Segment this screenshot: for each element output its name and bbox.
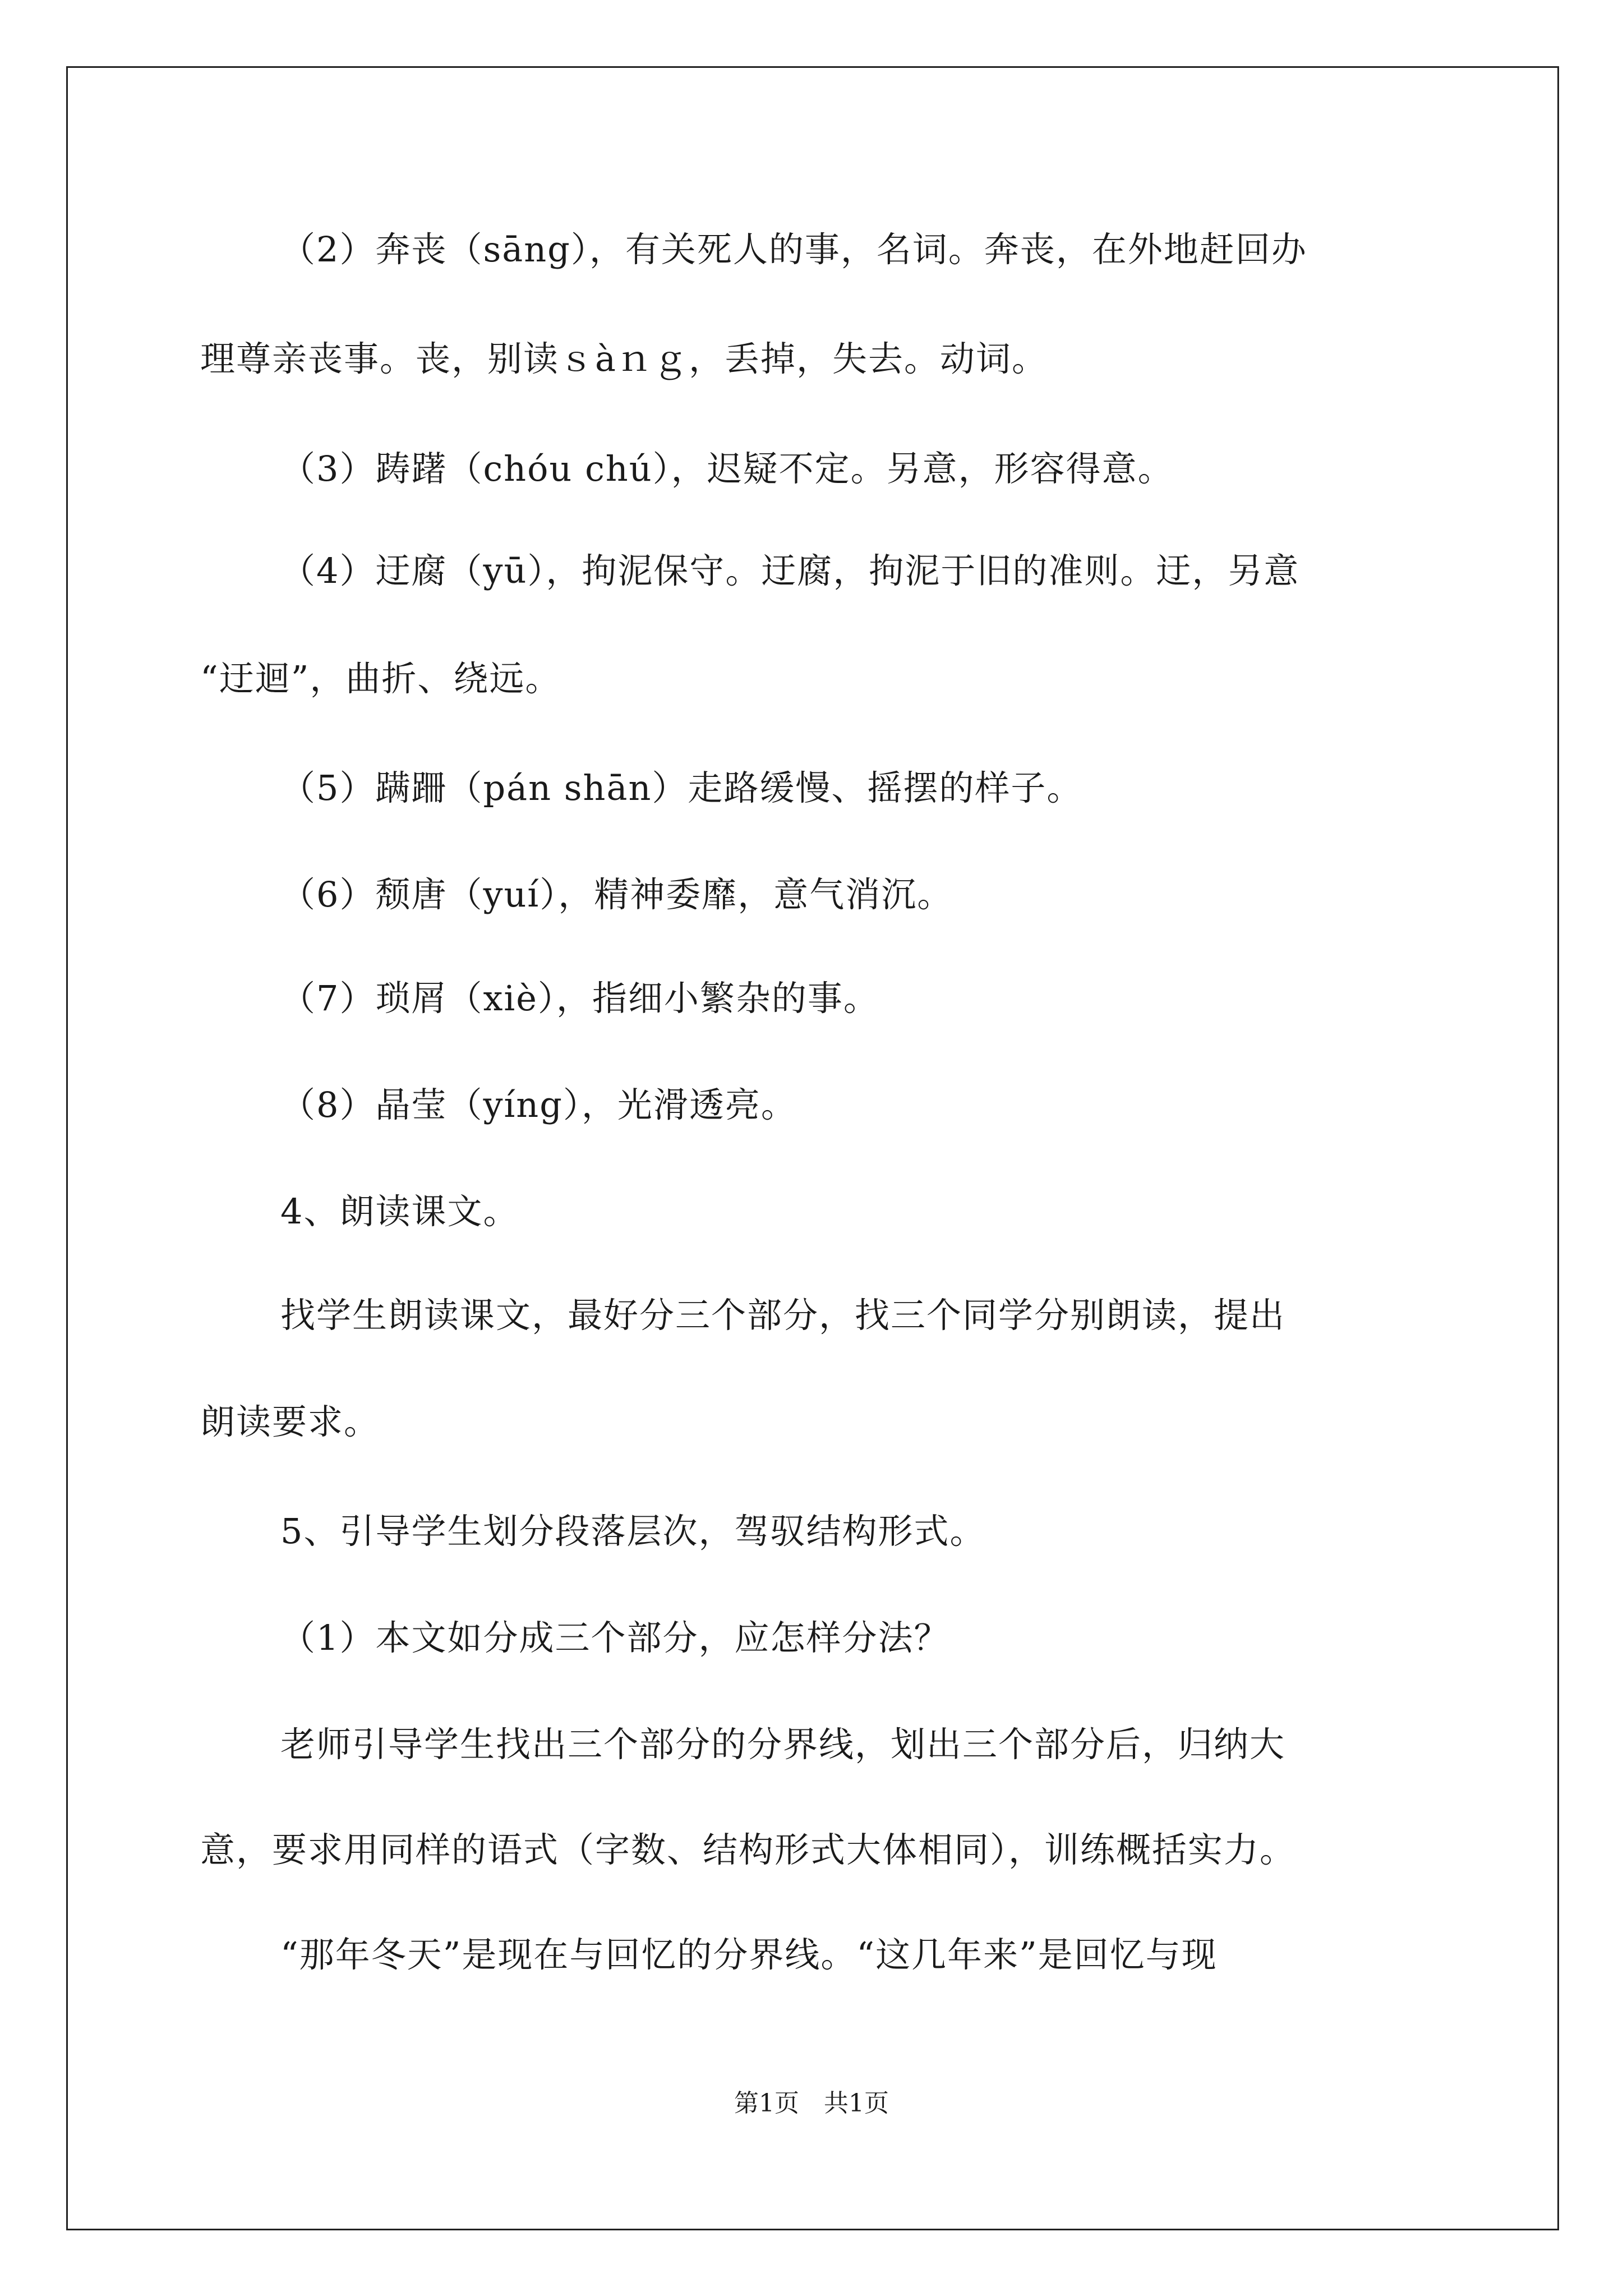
- text-line: 意，要求用同样的语式（字数、结构形式大体相同），训练概括实力。: [200, 1829, 1296, 1870]
- text-line: 找学生朗读课文，最好分三个部分，找三个同学分别朗读，提出: [280, 1295, 1286, 1336]
- text-line: 4、朗读课文。: [280, 1191, 519, 1232]
- text-line: （7）琐屑（xiè），指细小繁杂的事。: [280, 978, 879, 1019]
- text-line: （2）奔丧（sāng），有关死人的事，名词。奔丧，在外地赶回办: [280, 229, 1307, 270]
- text-line: （1）本文如分成三个部分，应怎样分法？: [280, 1617, 950, 1658]
- text-line: “那年冬天”是现在与回忆的分界线。“这几年来”是回忆与现: [280, 1934, 1218, 1975]
- text-line: 理尊亲丧事。丧，别读ｓàｎｇ，丢掉，失去。动词。: [200, 338, 1048, 379]
- text-line: 5、引导学生划分段落层次，驾驭结构形式。: [280, 1511, 986, 1552]
- page-border: [66, 66, 1559, 2230]
- text-line: （5）蹒跚（pán shān）走路缓慢、摇摆的样子。: [280, 767, 1083, 808]
- text-line: （3）踌躇（chóu chú），迟疑不定。另意，形容得意。: [280, 448, 1174, 489]
- text-line: （6）颓唐（yuí），精神委靡，意气消沉。: [280, 874, 953, 915]
- text-line: （8）晶莹（yíng），光滑透亮。: [280, 1084, 797, 1125]
- text-line: “迂迴”，曲折、绕远。: [200, 658, 561, 699]
- text-line: 朗读要求。: [200, 1401, 380, 1442]
- text-line: 老师引导学生找出三个部分的分界线，划出三个部分后，归纳大: [280, 1724, 1286, 1765]
- page-footer: 第1页 共1页: [734, 2089, 889, 2118]
- text-line: （4）迂腐（yū），拘泥保守。迂腐，拘泥于旧的准则。迂，另意: [280, 550, 1300, 591]
